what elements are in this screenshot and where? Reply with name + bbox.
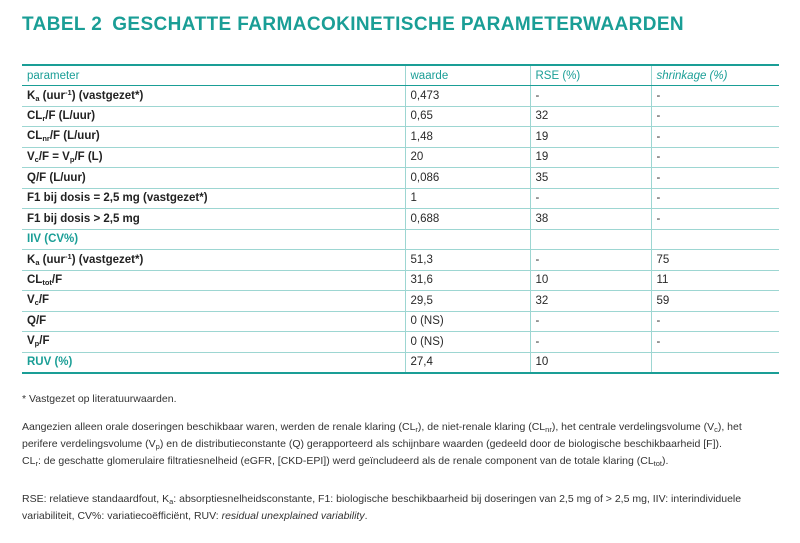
param-value-1: 0,086: [405, 168, 530, 189]
param-parameter: F1 bij dosis = 2,5 mg (vastgezet*): [22, 188, 405, 209]
param-parameter: $CL_{nr}/F$ (L/uur): [22, 127, 405, 148]
iiv-value-3: 59: [651, 291, 779, 312]
param-value-1: 20: [405, 147, 530, 168]
param-value-1: 0,473: [405, 86, 530, 107]
param-value-1: 0,65: [405, 106, 530, 127]
param-parameter: $V_c/F = V_p/F$ (L): [22, 147, 405, 168]
iiv-value-2: 10: [530, 270, 651, 291]
param-parameter: $K_a$ (uur$^{-1}$) (vastgezet*): [22, 86, 405, 107]
iiv-value-2: 32: [530, 291, 651, 312]
param-row: [22, 106, 779, 127]
header-waarde: waarde: [405, 65, 530, 86]
iiv-section-row: [22, 229, 779, 250]
param-row: [22, 127, 779, 148]
param-value-3: -: [651, 106, 779, 127]
iiv-row: [22, 270, 779, 291]
table-number: TABEL 2: [22, 14, 103, 35]
footnote: * Vastgezet op literatuurwaarden.: [22, 393, 177, 405]
param-value-3: -: [651, 168, 779, 189]
iiv-value-1: 0 (NS): [405, 311, 530, 332]
iiv-value-1: 0 (NS): [405, 332, 530, 353]
ruv-label: RUV (%): [22, 352, 405, 373]
param-value-2: -: [530, 86, 651, 107]
param-value-2: 38: [530, 209, 651, 230]
param-parameter: F1 bij dosis > 2,5 mg: [22, 209, 405, 230]
param-parameter: $CL_r/F$ (L/uur): [22, 106, 405, 127]
param-value-3: -: [651, 188, 779, 209]
iiv-parameter: $K_a$ (uur$^{-1}$) (vastgezet*): [22, 250, 405, 271]
param-value-3: -: [651, 86, 779, 107]
iiv-row: [22, 332, 779, 353]
iiv-parameter: $CL_{tot}/F$: [22, 270, 405, 291]
table-header-row: [22, 65, 779, 86]
param-value-1: 1,48: [405, 127, 530, 148]
ruv-shrinkage: [651, 352, 779, 373]
explanation-paragraph: Aangezien alleen orale doseringen beschikbaar waren, werden de renale klaring $(CL_r)$, de niet-renale klaring $(CL_{nr})$, het centrale verdelingsvolume $(V_c)$, het perifere verdelingsvolume $(V_p)$ en de distributieconstante (Q) gerapporteerd als schijnbare waarden (gedeeld door de biologische beschikbaarheid [F]). $CL_r$: de geschatte glomerulaire filtratiesnelheid (eGFR, [CKD-EPI]) werd geïncludeerd als de renale component van de totale klaring $(CL_{tot})$.: [22, 421, 742, 468]
iiv-row: [22, 291, 779, 312]
param-value-2: 35: [530, 168, 651, 189]
header-parameter: parameter: [22, 65, 405, 86]
param-value-1: 0,688: [405, 209, 530, 230]
iiv-value-3: -: [651, 311, 779, 332]
param-row: [22, 86, 779, 107]
param-value-1: 1: [405, 188, 530, 209]
ruv-rse: 10: [530, 352, 651, 373]
header-rse: RSE (%): [530, 65, 651, 86]
table-title: [22, 14, 684, 36]
iiv-parameter: Q/F: [22, 311, 405, 332]
iiv-row: [22, 250, 779, 271]
iiv-value-2: -: [530, 332, 651, 353]
param-value-3: -: [651, 147, 779, 168]
param-value-3: -: [651, 209, 779, 230]
param-parameter: Q/F (L/uur): [22, 168, 405, 189]
param-row: [22, 188, 779, 209]
iiv-value-1: 31,6: [405, 270, 530, 291]
ruv-value: 27,4: [405, 352, 530, 373]
param-value-2: 19: [530, 147, 651, 168]
iiv-value-3: -: [651, 332, 779, 353]
parameter-table: [22, 64, 779, 374]
iiv-value-3: 11: [651, 270, 779, 291]
table-title-text: GESCHATTE FARMACOKINETISCHE PARAMETERWAARDEN: [112, 14, 685, 35]
param-value-2: 19: [530, 127, 651, 148]
abbreviations-paragraph: RSE: relatieve standaardfout, $K_a$: absorptiesnelheidsconstante, F1: biologische beschikbaarheid bij doseringen van 2,5 mg of > 2,5 mg, IIV: interindividuele variabiliteit, CV%: variatiecoëfficiënt, RUV: residual unexplained variability.: [22, 493, 742, 522]
param-row: [22, 147, 779, 168]
iiv-value-2: -: [530, 250, 651, 271]
param-row: [22, 168, 779, 189]
iiv-parameter: $V_c/F$: [22, 291, 405, 312]
iiv-value-3: 75: [651, 250, 779, 271]
param-value-3: -: [651, 127, 779, 148]
iiv-row: [22, 311, 779, 332]
param-row: [22, 209, 779, 230]
iiv-parameter: $V_p/F$: [22, 332, 405, 353]
param-value-2: 32: [530, 106, 651, 127]
param-value-2: -: [530, 188, 651, 209]
iiv-value-2: -: [530, 311, 651, 332]
iiv-value-1: 29,5: [405, 291, 530, 312]
ruv-row: [22, 352, 779, 373]
iiv-value-1: 51,3: [405, 250, 530, 271]
iiv-label: IIV (CV%): [22, 229, 405, 250]
header-shrinkage: shrinkage (%): [651, 65, 779, 86]
